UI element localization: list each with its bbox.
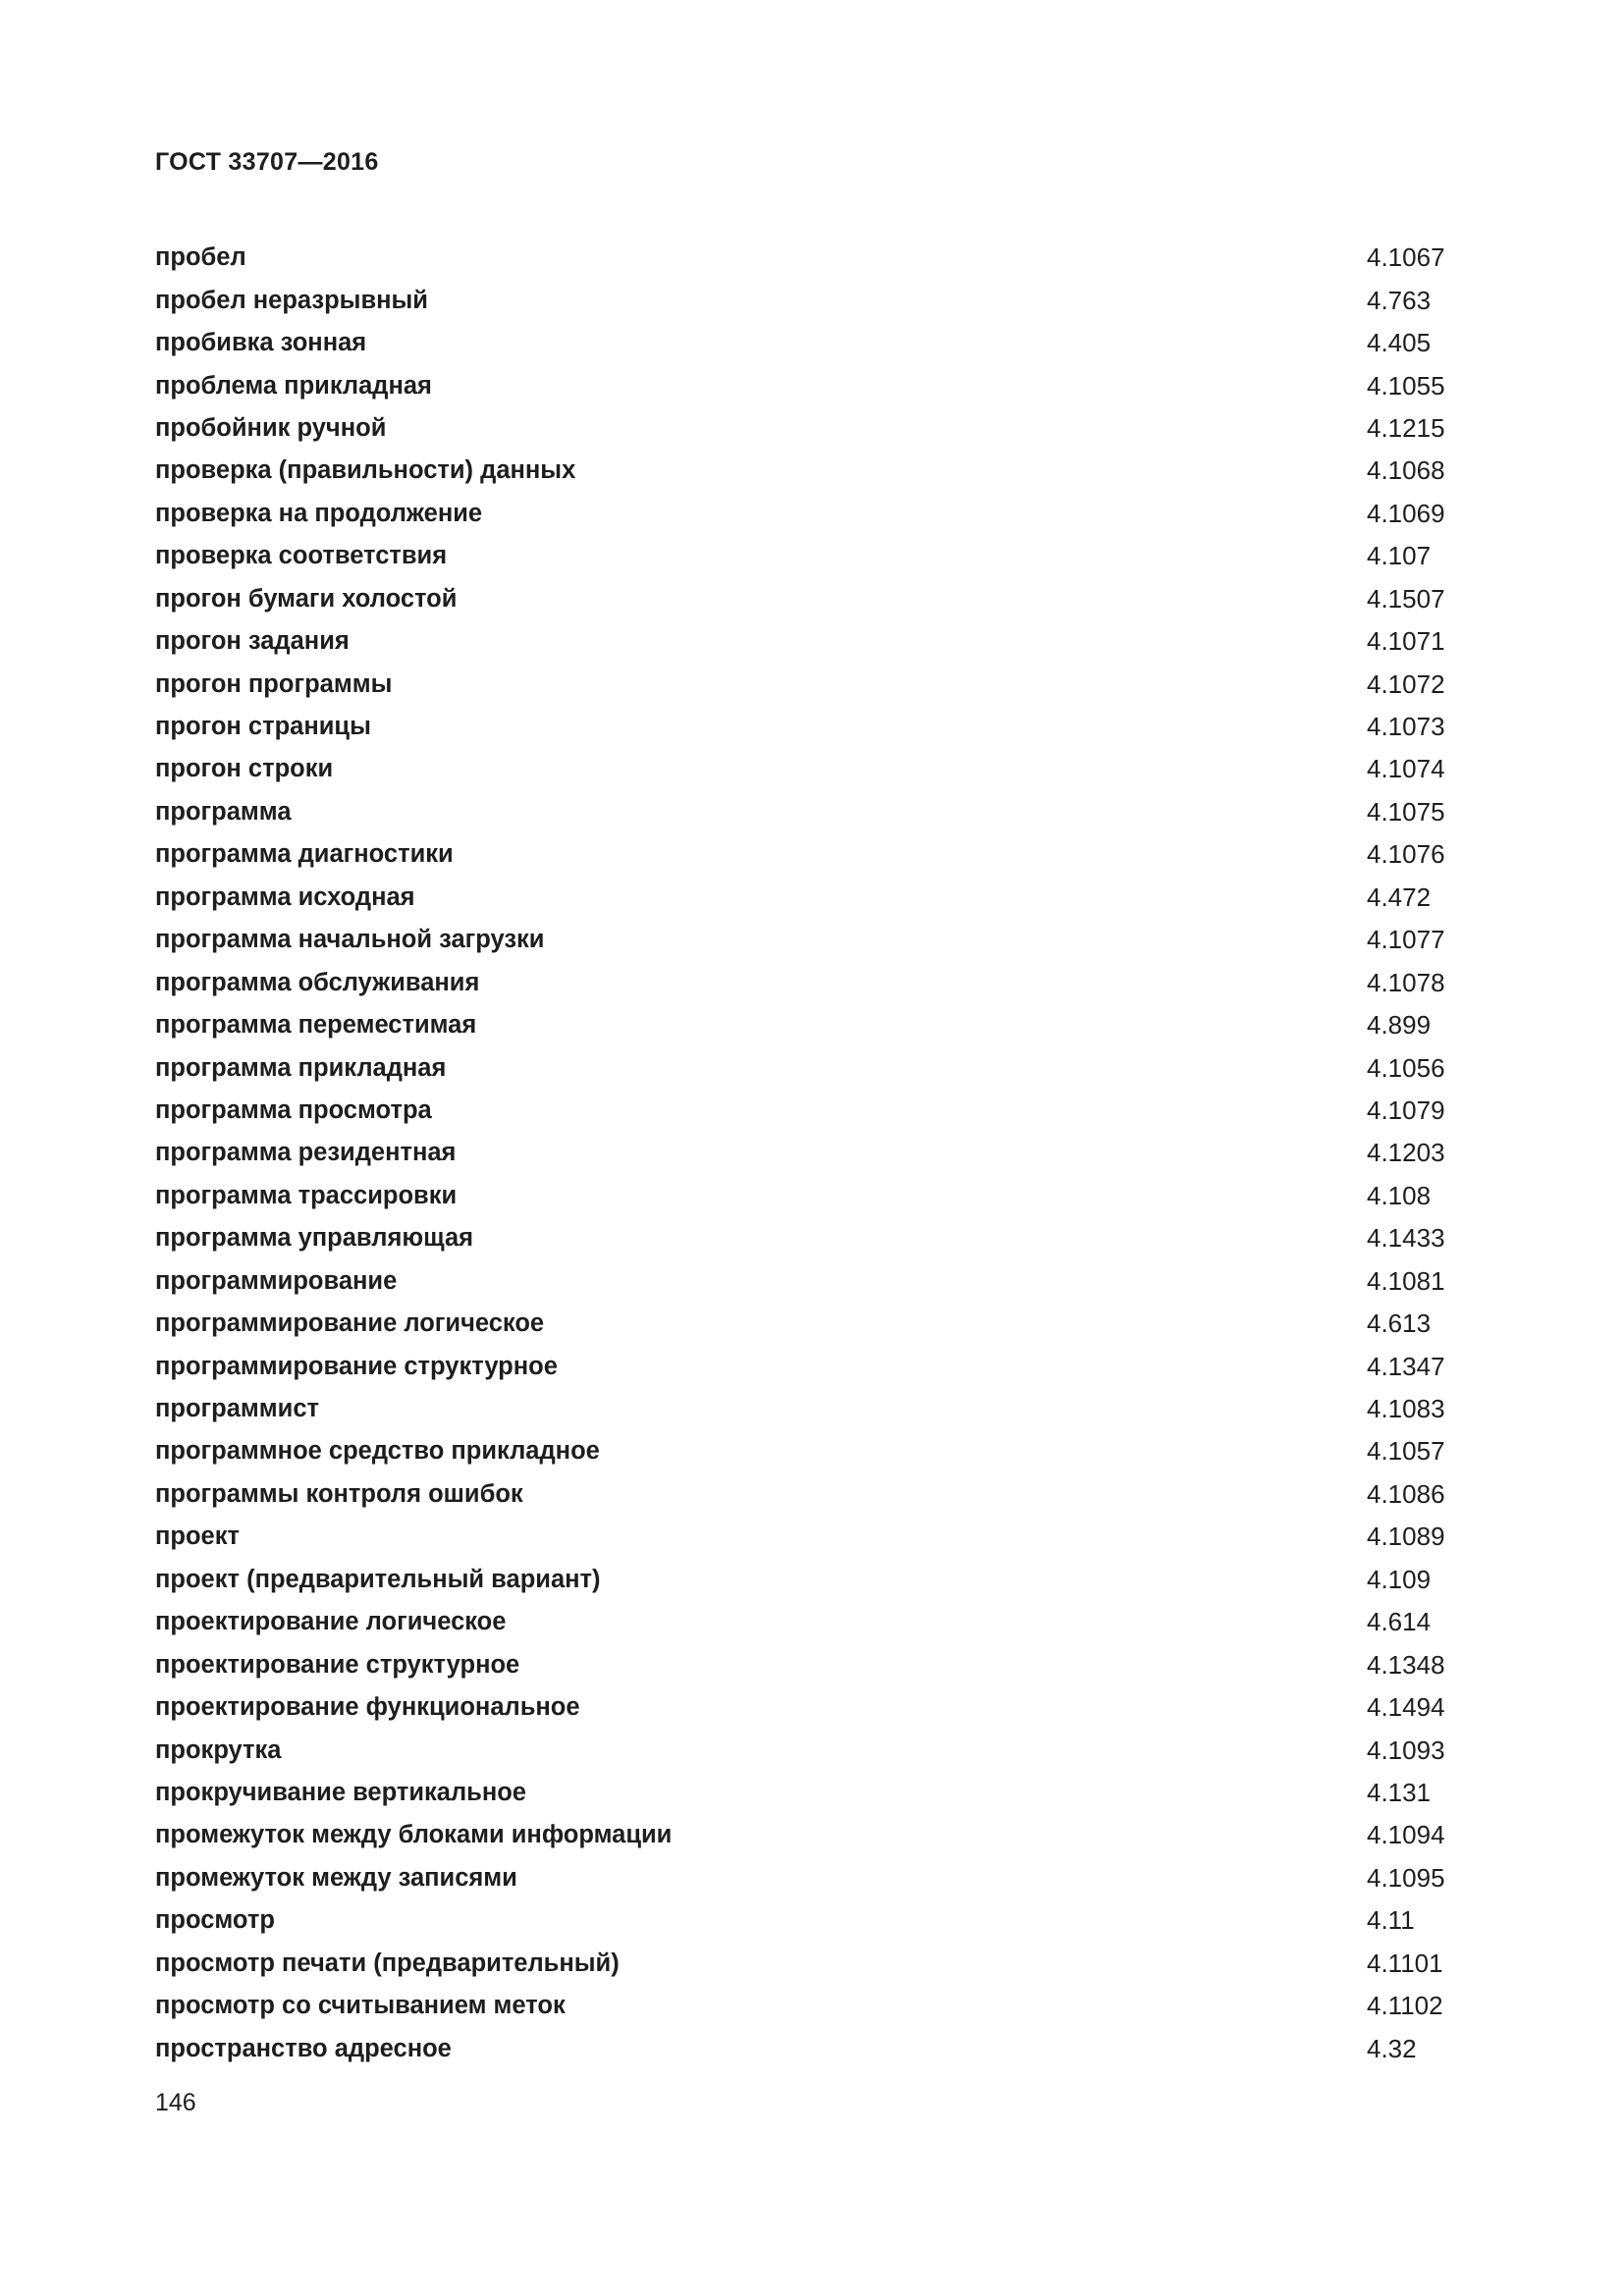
- index-reference: 4.131: [1367, 1777, 1432, 1807]
- index-term: программа резидентная: [155, 1139, 457, 1167]
- index-entry: [155, 1729, 1471, 1771]
- index-term: программа переместимая: [155, 1011, 477, 1040]
- index-reference: 4.1072: [1367, 668, 1445, 699]
- index-entry: [155, 407, 1471, 450]
- index-reference: 4.1203: [1367, 1138, 1445, 1168]
- index-entry: [155, 961, 1471, 1003]
- index-reference: 4.32: [1367, 2033, 1417, 2063]
- index-entry: [155, 578, 1471, 620]
- index-term: программа управляющая: [155, 1224, 474, 1253]
- index-term: программа: [155, 797, 292, 826]
- index-entry: [155, 1686, 1471, 1729]
- index-reference: 4.405: [1367, 328, 1432, 358]
- index-reference: 4.1075: [1367, 796, 1445, 827]
- index-entry: [155, 877, 1471, 919]
- index-reference: 4.614: [1367, 1607, 1432, 1637]
- index-term: проверка на продолжение: [155, 499, 483, 527]
- index-term: пробивка зонная: [155, 329, 367, 357]
- index-reference: 4.1095: [1367, 1862, 1445, 1893]
- index-entry: [155, 1260, 1471, 1303]
- index-reference: 4.1068: [1367, 455, 1445, 486]
- index-term: программа трассировки: [155, 1181, 458, 1209]
- index-entry: [155, 1857, 1471, 1899]
- index-reference: 4.1086: [1367, 1478, 1445, 1509]
- index-term: программа просмотра: [155, 1095, 432, 1124]
- index-term: программирование: [155, 1266, 398, 1295]
- index-reference: 4.1067: [1367, 242, 1445, 273]
- index-reference: 4.763: [1367, 285, 1432, 315]
- document-header: ГОСТ 33707—2016: [155, 148, 379, 176]
- index-entry: [155, 1345, 1471, 1387]
- index-entry: [155, 1132, 1471, 1174]
- index-term: просмотр: [155, 1906, 275, 1935]
- index-entry: [155, 1090, 1471, 1132]
- index-reference: 4.1081: [1367, 1265, 1445, 1296]
- index-term: проектирование функциональное: [155, 1693, 580, 1722]
- index-reference: 4.1076: [1367, 839, 1445, 870]
- index-term: проверка (правильности) данных: [155, 456, 576, 485]
- index-entry: [155, 1430, 1471, 1472]
- index-term: просмотр со считыванием меток: [155, 1992, 566, 2020]
- index-term: прокручивание вертикальное: [155, 1778, 526, 1806]
- index-entry: [155, 791, 1471, 833]
- index-entry: [155, 322, 1471, 364]
- index-entry: [155, 279, 1471, 321]
- index-reference: 4.1089: [1367, 1522, 1445, 1552]
- index-entry: [155, 833, 1471, 876]
- index-entry: [155, 1473, 1471, 1516]
- index-reference: 4.109: [1367, 1564, 1432, 1594]
- index-term: пробел: [155, 243, 246, 272]
- index-reference: 4.1074: [1367, 754, 1445, 784]
- index-term: проверка соответствия: [155, 542, 448, 570]
- index-entry: [155, 1004, 1471, 1046]
- index-term: программа начальной загрузки: [155, 926, 545, 954]
- index-reference: 4.1093: [1367, 1735, 1445, 1765]
- index-term: проект: [155, 1522, 240, 1551]
- index-term: программа диагностики: [155, 840, 454, 869]
- index-term: программист: [155, 1395, 320, 1423]
- index-term: промежуток между записями: [155, 1863, 517, 1892]
- index-reference: 4.1079: [1367, 1095, 1445, 1125]
- index-reference: 4.1071: [1367, 626, 1445, 657]
- index-entry: [155, 1899, 1471, 1942]
- index-term: программное средство прикладное: [155, 1437, 600, 1466]
- index-reference: 4.1056: [1367, 1052, 1445, 1083]
- index-term: проблема прикладная: [155, 371, 432, 400]
- index-reference: 4.472: [1367, 881, 1432, 912]
- index-reference: 4.1057: [1367, 1436, 1445, 1467]
- index-entry: [155, 1516, 1471, 1558]
- index-term: проектирование структурное: [155, 1650, 520, 1679]
- index-reference: 4.108: [1367, 1180, 1432, 1210]
- index-reference: 4.899: [1367, 1010, 1432, 1041]
- index-entry: [155, 1559, 1471, 1601]
- index-reference: 4.107: [1367, 541, 1432, 571]
- index-reference: 4.1507: [1367, 583, 1445, 614]
- index-entry: [155, 2027, 1471, 2069]
- index-term: пространство адресное: [155, 2034, 452, 2062]
- index-term: просмотр печати (предварительный): [155, 1949, 620, 1977]
- index-reference: 4.1433: [1367, 1223, 1445, 1254]
- index-reference: 4.1102: [1367, 1991, 1443, 2021]
- index-term: прогон страницы: [155, 713, 371, 741]
- index-term: пробойник ручной: [155, 413, 387, 442]
- index-term: проект (предварительный вариант): [155, 1565, 601, 1593]
- index-entry: [155, 748, 1471, 790]
- index-reference: 4.1077: [1367, 925, 1445, 955]
- index-reference: 4.1078: [1367, 967, 1445, 997]
- index-entry: [155, 919, 1471, 961]
- index-entry: [155, 1772, 1471, 1814]
- index-entry: [155, 620, 1471, 663]
- index-entry: [155, 1643, 1471, 1685]
- index-entry: [155, 493, 1471, 535]
- index-term: программирование структурное: [155, 1352, 558, 1380]
- index-entry: [155, 1985, 1471, 2027]
- index-entry: [155, 1303, 1471, 1345]
- index-entry: [155, 450, 1471, 492]
- index-term: прогон бумаги холостой: [155, 584, 458, 613]
- index-reference: 4.1055: [1367, 370, 1445, 400]
- index-reference: 4.11: [1367, 1905, 1415, 1936]
- index-entry: [155, 1388, 1471, 1430]
- term-index-list: [155, 237, 1471, 2070]
- index-term: прогон задания: [155, 627, 350, 656]
- index-term: пробел неразрывный: [155, 286, 428, 314]
- index-term: прогон программы: [155, 669, 393, 698]
- index-reference: 4.613: [1367, 1308, 1432, 1339]
- index-term: программа исходная: [155, 882, 415, 911]
- index-entry: [155, 1175, 1471, 1217]
- index-reference: 4.1348: [1367, 1649, 1445, 1680]
- index-reference: 4.1073: [1367, 712, 1445, 742]
- index-entry: [155, 1217, 1471, 1259]
- index-reference: 4.1101: [1367, 1948, 1443, 1978]
- index-reference: 4.1083: [1367, 1394, 1445, 1424]
- index-reference: 4.1494: [1367, 1692, 1445, 1723]
- index-entry: [155, 706, 1471, 748]
- page-number: 146: [155, 2089, 196, 2116]
- index-entry: [155, 364, 1471, 406]
- index-term: проектирование логическое: [155, 1608, 507, 1636]
- index-term: программирование логическое: [155, 1309, 545, 1338]
- index-entry: [155, 1814, 1471, 1856]
- index-entry: [155, 1601, 1471, 1643]
- index-entry: [155, 1046, 1471, 1089]
- index-term: промежуток между блоками информации: [155, 1821, 673, 1849]
- index-reference: 4.1069: [1367, 498, 1445, 528]
- index-entry: [155, 663, 1471, 705]
- index-term: программа прикладная: [155, 1053, 447, 1082]
- index-term: программа обслуживания: [155, 968, 480, 996]
- index-reference: 4.1215: [1367, 412, 1445, 443]
- index-entry: [155, 1943, 1471, 1985]
- index-entry: [155, 535, 1471, 577]
- index-reference: 4.1347: [1367, 1351, 1445, 1381]
- index-term: прогон строки: [155, 755, 334, 783]
- index-term: прокрутка: [155, 1735, 282, 1764]
- index-term: программы контроля ошибок: [155, 1479, 523, 1508]
- index-entry: [155, 237, 1471, 279]
- index-reference: 4.1094: [1367, 1820, 1445, 1850]
